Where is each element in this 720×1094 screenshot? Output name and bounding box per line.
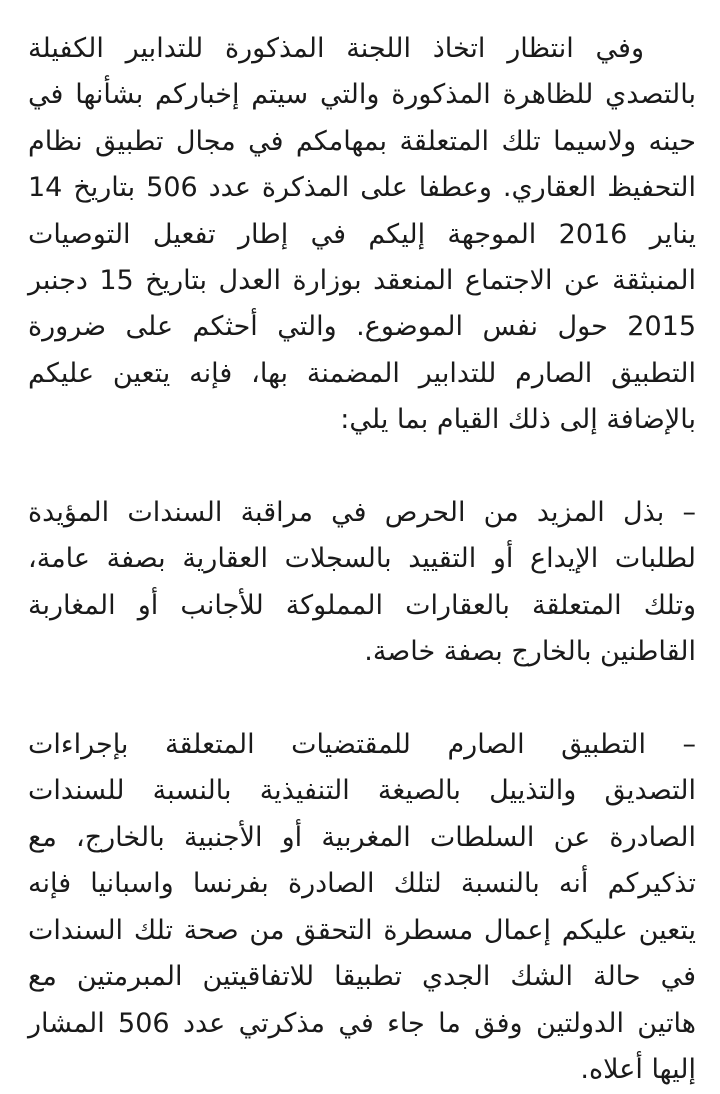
text-line: الصادرة عن السلطات المغربية أو الأجنبية بالخارج، مع bbox=[28, 821, 696, 853]
text-line: تذكيركم أنه بالنسبة لتلك الصادرة بفرنسا واسبانيا فإنه bbox=[28, 868, 696, 900]
text-line: بالتصدي للظاهرة المذكورة والتي سيتم إخباركم بشأنها في bbox=[28, 79, 696, 111]
text-line: وتلك المتعلقة بالعقارات المملوكة للأجانب أو المغاربة bbox=[28, 589, 696, 621]
text-line: القاطنين بالخارج بصفة خاصة. bbox=[364, 636, 696, 668]
paragraph-intro bbox=[28, 26, 696, 444]
text-line: – التطبيق الصارم للمقتضيات المتعلقة بإجراءات bbox=[28, 729, 696, 761]
text-line: التحفيظ العقاري. وعطفا على المذكرة عدد 506 بتاريخ 14 bbox=[28, 172, 696, 204]
text-line: في حالة الشك الجدي تطبيقا للاتفاقيتين المبرمتين مع bbox=[28, 961, 696, 993]
paragraph-spacer bbox=[28, 444, 696, 490]
text-line: يتعين عليكم إعمال مسطرة التحقق من صحة تلك السندات bbox=[28, 914, 696, 946]
text-line: – بذل المزيد من الحرص في مراقبة السندات المؤيدة bbox=[28, 497, 696, 529]
text-line: بالإضافة إلى ذلك القيام بما يلي: bbox=[340, 404, 696, 436]
text-line: لطلبات الإيداع أو التقييد بالسجلات العقارية بصفة عامة، bbox=[28, 543, 696, 575]
text-line: حينه ولاسيما تلك المتعلقة بمهامكم في مجال تطبيق نظام bbox=[28, 125, 696, 157]
text-line: إليها أعلاه. bbox=[580, 1053, 696, 1085]
paragraph-item-2 bbox=[28, 722, 696, 1093]
text-line: يناير 2016 الموجهة إليكم في إطار تفعيل التوصيات bbox=[28, 218, 696, 250]
text-line: 2015 حول نفس الموضوع. والتي أحثكم على ضرورة bbox=[28, 311, 696, 343]
text-line: هاتين الدولتين وفق ما جاء في مذكرتي عدد 506 المشار bbox=[28, 1007, 696, 1039]
text-line: المنبثقة عن الاجتماع المنعقد بوزارة العدل بتاريخ 15 دجنبر bbox=[28, 265, 697, 297]
text-line: التطبيق الصارم للتدابير المضمنة بها، فإنه يتعين عليكم bbox=[28, 357, 696, 389]
paragraph-spacer bbox=[28, 676, 696, 722]
text-line: التصديق والتذييل بالصيغة التنفيذية بالنسبة للسندات bbox=[28, 775, 696, 807]
paragraph-item-1 bbox=[28, 490, 696, 676]
text-line: وفي انتظار اتخاذ اللجنة المذكورة للتدابير الكفيلة bbox=[28, 33, 644, 64]
